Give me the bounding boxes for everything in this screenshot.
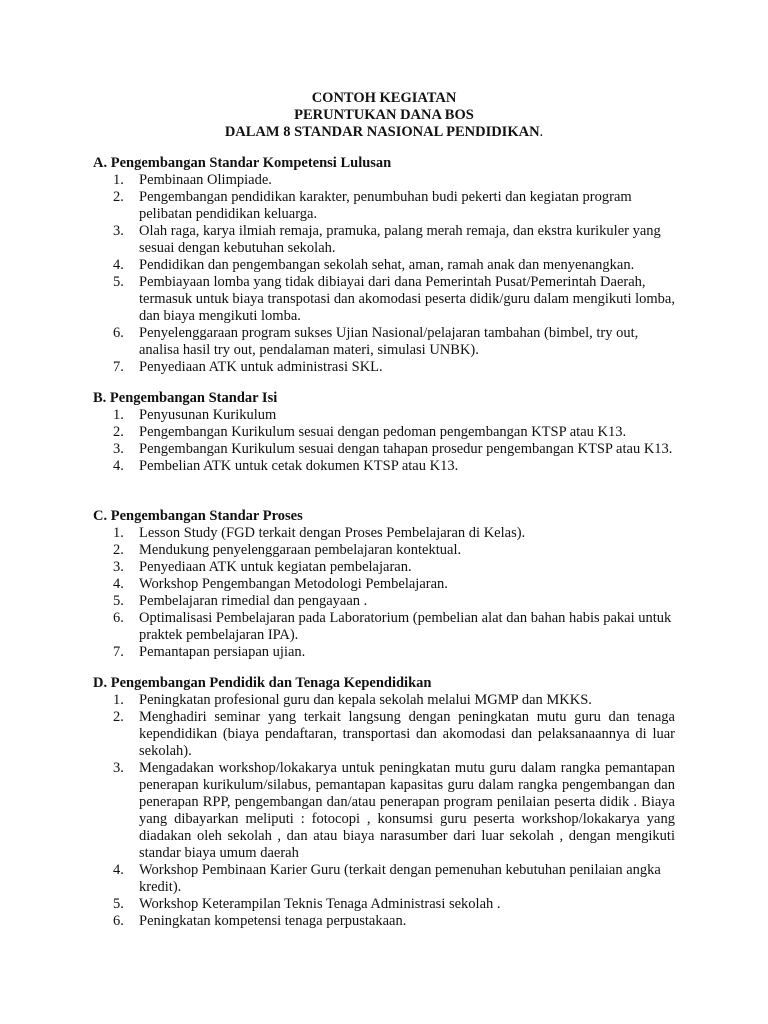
list-item-number: 6.: [113, 913, 124, 929]
section-list-a: [0, 172, 768, 376]
list-item-number: 5.: [113, 274, 124, 290]
list-item: [0, 359, 768, 376]
list-item: [0, 559, 768, 576]
list-item-number: 1.: [113, 692, 124, 708]
title-line-1: CONTOH KEGIATAN: [311, 90, 457, 106]
list-item: [0, 458, 768, 475]
list-item-number: 4.: [113, 576, 124, 592]
list-item-text: Optimalisasi Pembelajaran pada Laboratorium (pembelian alat dan bahan habis pakai untuk praktek pembelajaran IPA).: [139, 610, 672, 643]
list-item-number: 4.: [113, 458, 124, 474]
list-item: [0, 576, 768, 593]
list-item-text: Pembinaan Olimpiade.: [139, 172, 272, 188]
section-list-d: [0, 692, 768, 930]
list-item-text: Olah raga, karya ilmiah remaja, pramuka, palang merah remaja, dan ekstra kurikuler yang sesuai dengan kebutuhan sekolah.: [139, 223, 661, 256]
list-item-number: 2.: [113, 709, 124, 725]
list-item-text: Pendidikan dan pengembangan sekolah sehat, aman, ramah anak dan menyenangkan.: [139, 257, 635, 273]
list-item-text: Pemantapan persiapan ujian.: [139, 644, 306, 660]
list-item-number: 1.: [113, 525, 124, 541]
list-item-text: Workshop Pembinaan Karier Guru (terkait dengan pemenuhan kebutuhan penilaian angka kredit).: [139, 862, 661, 895]
list-item-text: Pembelajaran rimedial dan pengayaan .: [139, 593, 368, 609]
list-item-number: 7.: [113, 644, 124, 660]
list-item-text: Peningkatan kompetensi tenaga perpustakaan.: [139, 913, 407, 929]
list-item: [0, 692, 768, 709]
list-item: [0, 610, 768, 644]
list-item: [0, 760, 768, 862]
list-item-text: Mendukung penyelenggaraan pembelajaran kontektual.: [139, 542, 462, 558]
list-item: [0, 223, 768, 257]
list-item: [0, 189, 768, 223]
list-item-number: 6.: [113, 325, 124, 341]
list-item-text: Peningkatan profesional guru dan kepala sekolah melalui MGMP dan MKKS.: [139, 692, 592, 708]
list-item-text: Pembiayaan lomba yang tidak dibiayai dari dana Pemerintah Pusat/Pemerintah Daerah, termasuk untuk biaya transpotasi dan akomodasi peserta didik/guru dalam mengikuti lomba, dan biaya mengikuti lomba.: [139, 274, 675, 324]
list-item-number: 3.: [113, 441, 124, 457]
list-item: [0, 644, 768, 661]
list-item-number: 2.: [113, 189, 124, 205]
list-item-number: 2.: [113, 424, 124, 440]
list-item-number: 6.: [113, 610, 124, 626]
list-item: [0, 862, 768, 896]
list-item: [0, 913, 768, 930]
list-item: [0, 407, 768, 424]
title-line-3-text: DALAM 8 STANDAR NASIONAL PENDIDIKAN: [224, 124, 540, 140]
list-item-number: 3.: [113, 223, 124, 239]
list-item-text: Workshop Keterampilan Teknis Tenaga Administrasi sekolah .: [139, 896, 501, 912]
list-item-number: 4.: [113, 257, 124, 273]
section-heading-d: D. Pengembangan Pendidik dan Tenaga Kependidikan: [93, 675, 432, 691]
title-line-3-period: .: [539, 124, 544, 140]
section-list-c: [0, 525, 768, 661]
list-item: [0, 424, 768, 441]
section-heading-a: A. Pengembangan Standar Kompetensi Lulusan: [93, 155, 392, 171]
list-item: [0, 172, 768, 189]
list-item-number: 1.: [113, 407, 124, 423]
list-item: [0, 525, 768, 542]
list-item-number: 3.: [113, 760, 124, 776]
list-item-text: Pengembangan Kurikulum sesuai dengan pedoman pengembangan KTSP atau K13.: [139, 424, 627, 440]
list-item-text: Pengembangan pendidikan karakter, penumbuhan budi pekerti dan kegiatan program pelibatan pendidikan keluarga.: [139, 189, 632, 222]
title-line-3: [0, 124, 768, 141]
section-heading-c: C. Pengembangan Standar Proses: [93, 508, 303, 524]
list-item: [0, 325, 768, 359]
list-item-text: Penyediaan ATK untuk administrasi SKL.: [139, 359, 383, 375]
list-item: [0, 542, 768, 559]
list-item-text: Penyediaan ATK untuk kegiatan pembelajaran.: [139, 559, 412, 575]
list-item-text: Pembelian ATK untuk cetak dokumen KTSP atau K13.: [139, 458, 459, 474]
section-heading-b: B. Pengembangan Standar Isi: [93, 390, 278, 406]
list-item: [0, 896, 768, 913]
list-item: [0, 441, 768, 458]
list-item-number: 7.: [113, 359, 124, 375]
list-item-text: Workshop Pengembangan Metodologi Pembelajaran.: [139, 576, 448, 592]
list-item-number: 1.: [113, 172, 124, 188]
list-item-text: Menghadiri seminar yang terkait langsung dengan peningkatan mutu guru dan tenaga kependidikan (biaya pendaftaran, transportasi dan akomodasi dan pelaksanaannya di luar sekolah).: [139, 709, 675, 759]
list-item: [0, 709, 768, 760]
title-line-2: PERUNTUKAN DANA BOS: [294, 107, 474, 123]
list-item-text: Pengembangan Kurikulum sesuai dengan tahapan prosedur pengembangan KTSP atau K13.: [139, 441, 673, 457]
list-item-number: 2.: [113, 542, 124, 558]
list-item-text: Penyusunan Kurikulum: [139, 407, 277, 423]
section-list-b: [0, 407, 768, 475]
list-item-number: 4.: [113, 862, 124, 878]
list-item-number: 3.: [113, 559, 124, 575]
list-item-text: Mengadakan workshop/lokakarya untuk peningkatan mutu guru dalam rangka pemantapan penerapan kurikulum/silabus, pemantapan kapasitas guru dalam rangka pengembangan dan penerapan RPP, pengembangan dan/atau penerapan program penilaian peserta didik . Biaya yang dibayarkan meliputi : fotocopi , konsumsi guru peserta workshop/lokakarya yang diadakan oleh sekolah , dan atau biaya narasumber dari luar sekolah , dengan mengikuti standar biaya umum daerah: [139, 760, 675, 861]
list-item-number: 5.: [113, 896, 124, 912]
list-item-text: Lesson Study (FGD terkait dengan Proses Pembelajaran di Kelas).: [139, 525, 526, 541]
list-item: [0, 593, 768, 610]
list-item: [0, 274, 768, 325]
list-item-number: 5.: [113, 593, 124, 609]
list-item-text: Penyelenggaraan program sukses Ujian Nasional/pelajaran tambahan (bimbel, try out, analisa hasil try out, pendalaman materi, simulasi UNBK).: [139, 325, 639, 358]
list-item: [0, 257, 768, 274]
